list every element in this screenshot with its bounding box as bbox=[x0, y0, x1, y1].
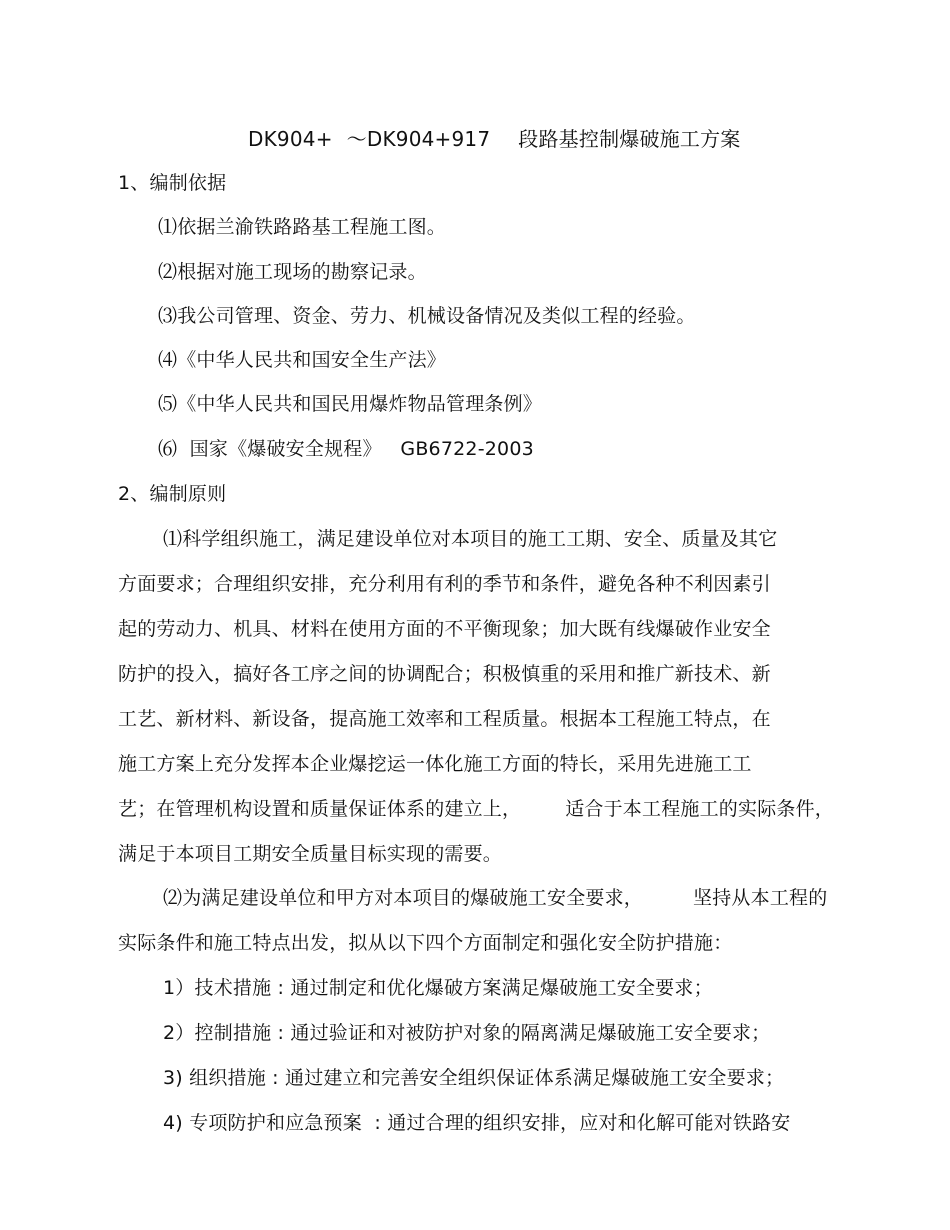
principle-para2-line-1b: 坚持从本工程的 bbox=[693, 887, 828, 909]
principle-para1-line-5: 工艺、新材料、新设备，提高施工效率和工程质量。根据本工程施工特点，在 bbox=[118, 708, 771, 730]
principle-para1-line-2: 方面要求；合理组织安排，充分利用有利的季节和条件，避免各种不利因素引 bbox=[118, 573, 771, 595]
title-part-3: 段路基控制爆破施工方案 bbox=[518, 127, 741, 151]
measure-3: 3) 组织措施 : 通过建立和完善安全组织保证体系满足爆破施工安全要求； bbox=[163, 1067, 785, 1089]
basis-item-1: ⑴依据兰渝铁路路基工程施工图。 bbox=[158, 216, 447, 238]
principle-para1-line-7a: 艺；在管理机构设置和质量保证体系的建立上， bbox=[118, 798, 522, 820]
section-heading-2: 2、编制原则 bbox=[118, 483, 227, 505]
principle-para2-line-1a: ⑵为满足建设单位和甲方对本项目的爆破施工安全要求， bbox=[163, 887, 644, 909]
basis-item-3: ⑶我公司管理、资金、劳力、机械设备情况及类似工程的经验。 bbox=[158, 305, 696, 327]
principle-para2-line-2: 实际条件和施工特点出发，拟从以下四个方面制定和强化安全防护措施： bbox=[118, 932, 733, 954]
basis-item-5: ⑸《中华人民共和国民用爆炸物品管理条例》 bbox=[158, 393, 543, 415]
measure-4: 4) 专项防护和应急预案 : 通过合理的组织安排，应对和化解可能对铁路安 bbox=[163, 1112, 791, 1134]
section-heading-1: 1、编制依据 bbox=[118, 172, 227, 194]
document-title bbox=[248, 127, 740, 151]
basis-item-2: ⑵根据对施工现场的勘察记录。 bbox=[158, 261, 427, 283]
principle-para1-line-4: 防护的投入，搞好各工序之间的协调配合；积极慎重的采用和推广新技术、新 bbox=[118, 663, 771, 685]
principle-para1-line-6: 施工方案上充分发挥本企业爆挖运一体化施工方面的特长，采用先进施工工 bbox=[118, 753, 752, 775]
principle-para1-line-8: 满足于本项目工期安全质量目标实现的需要。 bbox=[118, 843, 503, 865]
principle-para1-line-7 bbox=[118, 797, 834, 821]
basis-item-4: ⑷《中华人民共和国安全生产法》 bbox=[158, 349, 447, 371]
title-part-2: ～DK904+917 bbox=[346, 127, 491, 151]
principle-para2-line-1 bbox=[163, 886, 827, 910]
measure-2: 2）控制措施 : 通过验证和对被防护对象的隔离满足爆破施工安全要求； bbox=[163, 1022, 771, 1044]
basis-item-6: ⑹ 国家《爆破安全规程》 GB6722-2003 bbox=[158, 438, 534, 460]
principle-para1-line-3: 起的劳动力、机具、材料在使用方面的不平衡现象；加大既有线爆破作业安全 bbox=[118, 618, 771, 640]
principle-para1-line-1: ⑴科学组织施工，满足建设单位对本项目的施工工期、安全、质量及其它 bbox=[163, 528, 778, 550]
measure-1: 1）技术措施 : 通过制定和优化爆破方案满足爆破施工安全要求； bbox=[163, 977, 713, 999]
principle-para1-line-7b: 适合于本工程施工的实际条件， bbox=[565, 798, 835, 820]
title-part-1: DK904+ bbox=[248, 127, 333, 151]
